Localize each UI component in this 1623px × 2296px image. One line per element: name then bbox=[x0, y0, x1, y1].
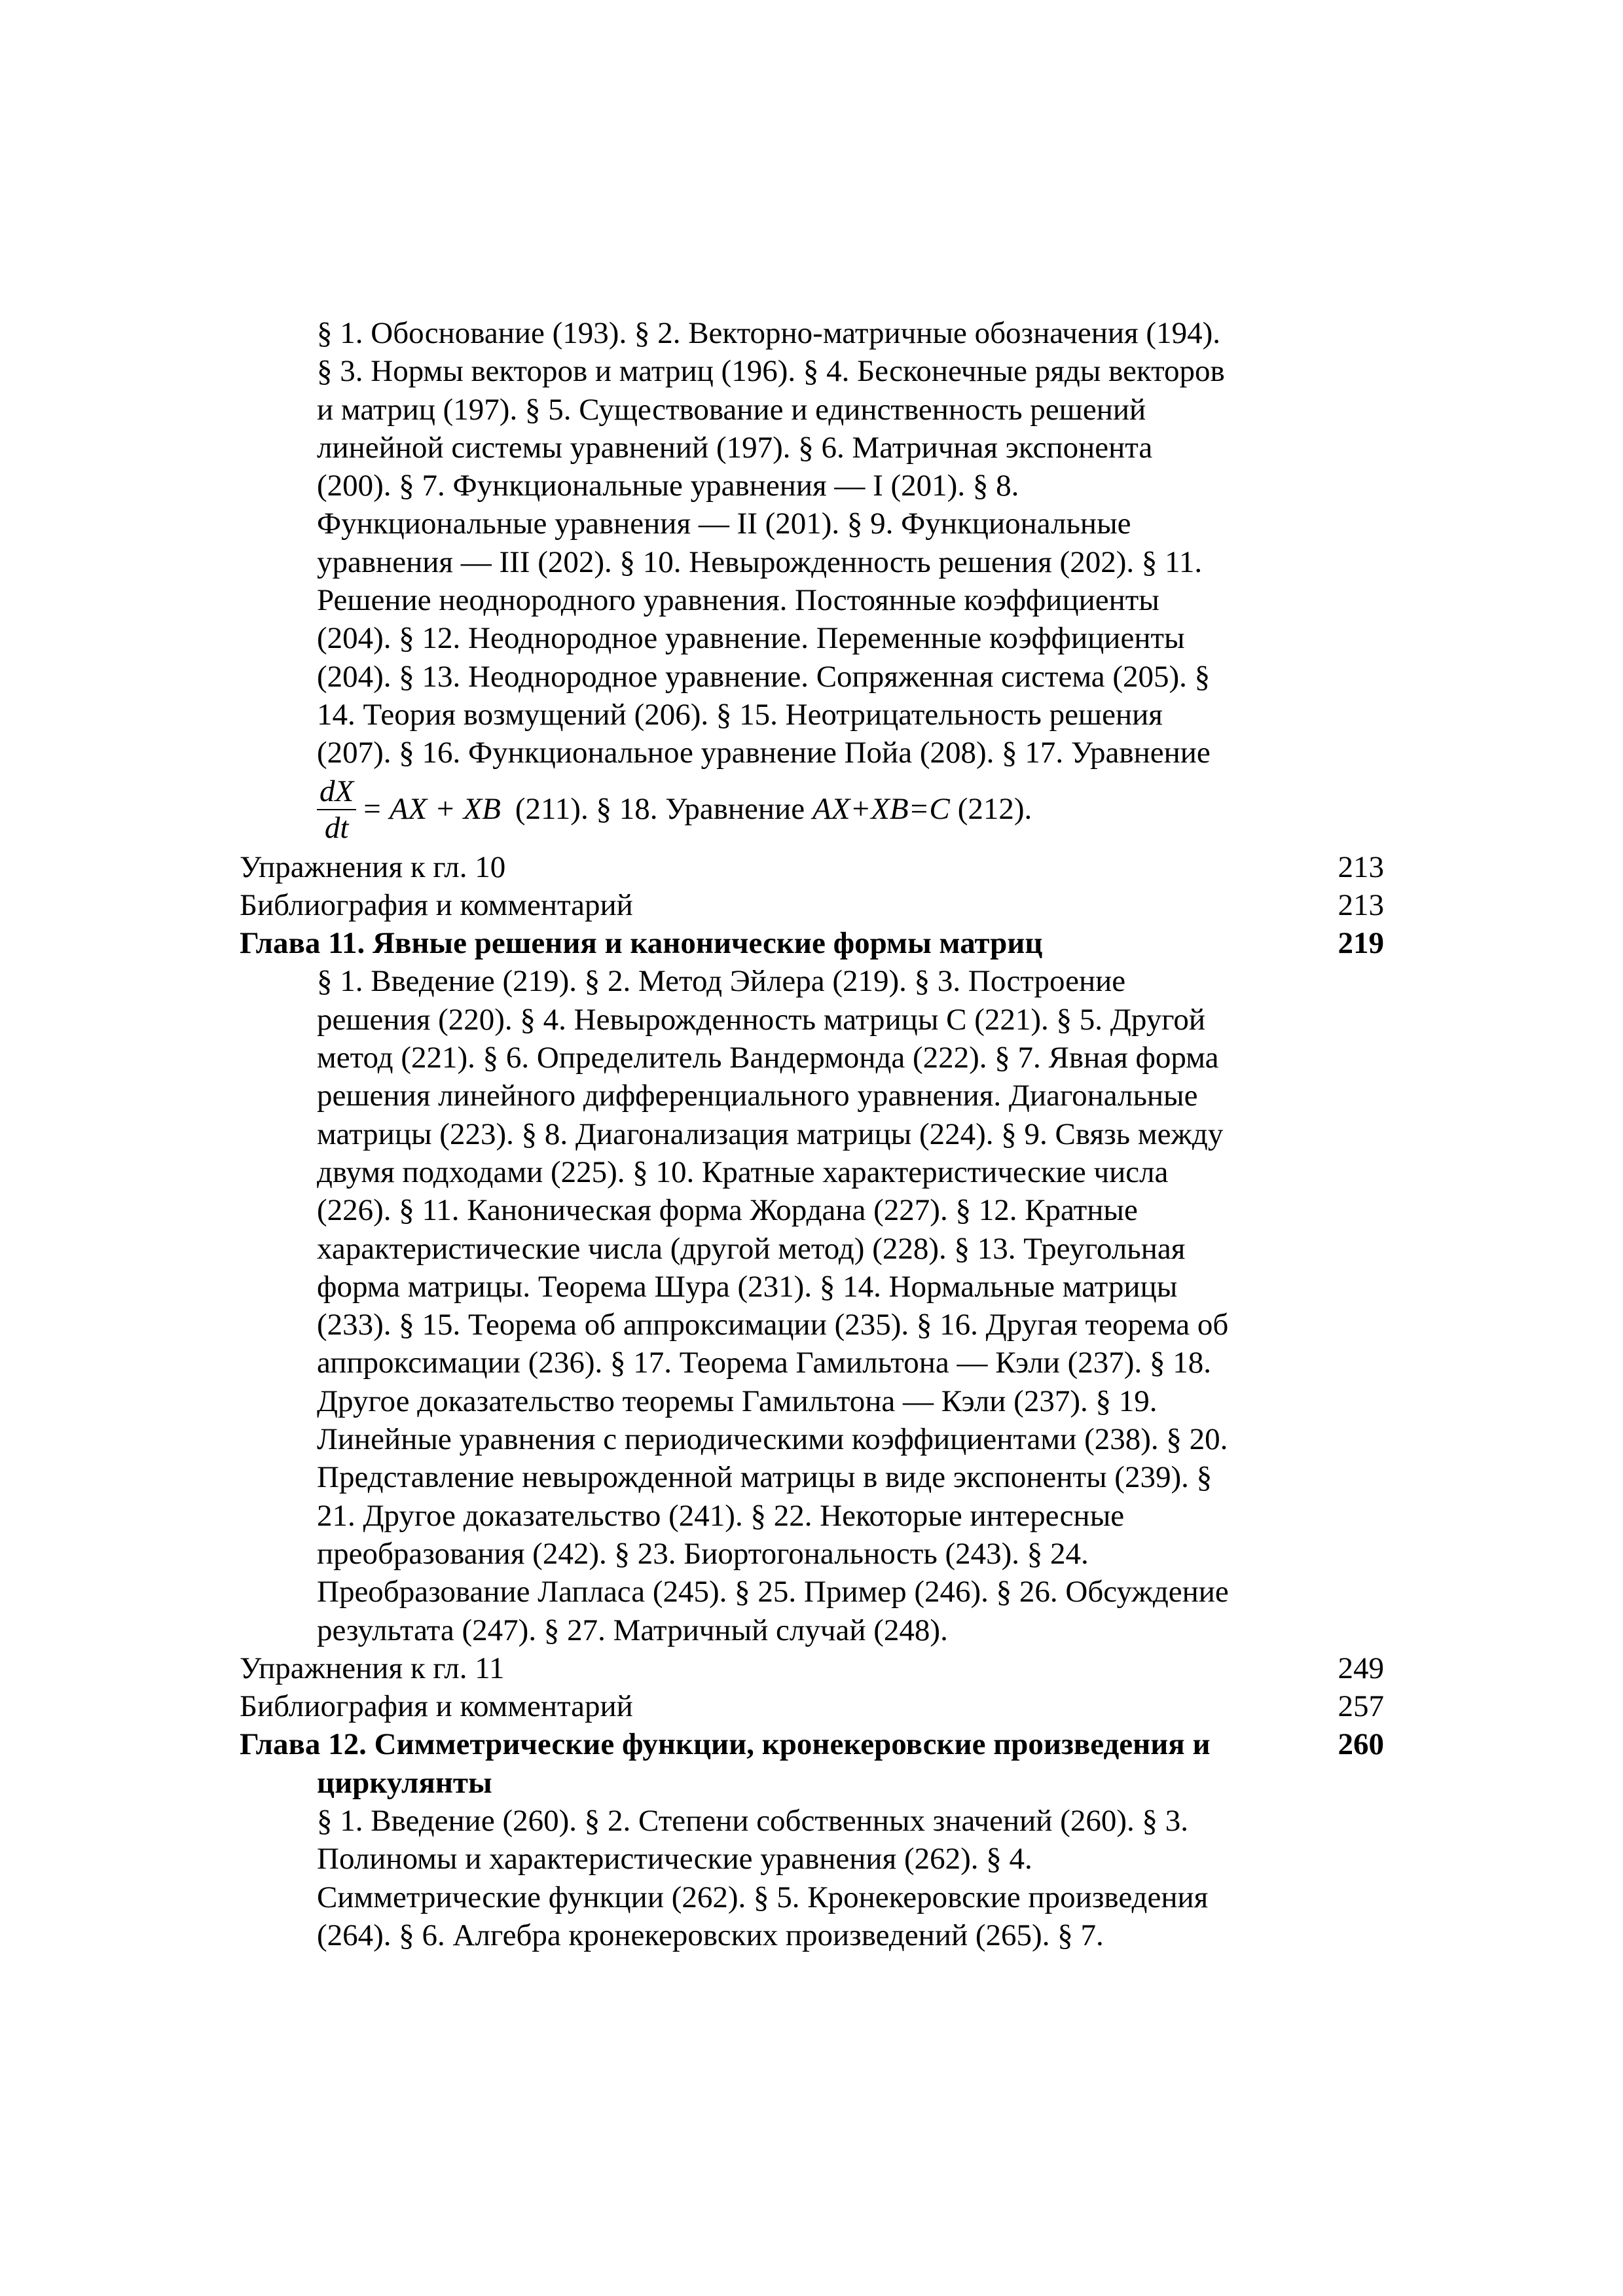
formula-page-ref: (212). bbox=[957, 792, 1032, 827]
text-line: 14. Теория возмущений (206). § 15. Неотрицательность решения bbox=[317, 697, 1163, 732]
text-line: Функциональные уравнения — II (201). § 9. Функциональные bbox=[317, 507, 1131, 541]
text-line: Другое доказательство теоремы Гамильтона — Кэли (237). § 19. bbox=[317, 1384, 1158, 1418]
chapter-12-sections bbox=[317, 1802, 1312, 1954]
text-line: и матриц (197). § 5. Существование и единственность решений bbox=[317, 392, 1146, 427]
toc-entry-label: Библиография и комментарий bbox=[240, 1689, 633, 1724]
formula-after-text: (211). § 18. Уравнение bbox=[515, 792, 805, 827]
chapter-title-line-2: циркулянты bbox=[317, 1765, 492, 1800]
text-line: Линейные уравнения с периодическими коэффициентами (238). § 20. bbox=[317, 1422, 1228, 1457]
chapter-11-heading[interactable] bbox=[240, 924, 1384, 962]
toc-entry-page: 257 bbox=[1338, 1689, 1384, 1724]
toc-entry-label: Библиография и комментарий bbox=[240, 888, 633, 922]
text-line: (226). § 11. Каноническая форма Жордана (227). § 12. Кратные bbox=[317, 1193, 1138, 1228]
chapter-page: 260 bbox=[1338, 1727, 1384, 1762]
formula-equation-italic: AX+XB=C bbox=[812, 792, 950, 827]
text-line: уравнения — III (202). § 10. Невырожденность решения (202). § 11. bbox=[317, 545, 1203, 579]
formula-line bbox=[317, 771, 1384, 848]
toc-entry-label: Упражнения к гл. 10 bbox=[240, 850, 506, 884]
toc-entry-page: 213 bbox=[1338, 888, 1384, 922]
toc-entry[interactable] bbox=[240, 848, 1384, 886]
text-line: § 1. Введение (260). § 2. Степени собственных значений (260). § 3. bbox=[317, 1803, 1188, 1838]
text-line: форма матрицы. Теорема Шура (231). § 14. Нормальные матрицы bbox=[317, 1269, 1178, 1304]
text-line: линейной системы уравнений (197). § 6. Матричная экспонента bbox=[317, 430, 1153, 465]
text-line: (233). § 15. Теорема об аппроксимации (235). § 16. Другая теорема об bbox=[317, 1308, 1229, 1342]
text-line: решения (220). § 4. Невырожденность матрицы С (221). § 5. Другой bbox=[317, 1002, 1206, 1037]
text-line: результата (247). § 27. Матричный случай (248). bbox=[317, 1613, 948, 1647]
text-line: аппроксимации (236). § 17. Теорема Гамильтона — Кэли (237). § 18. bbox=[317, 1346, 1211, 1380]
text-line: Симметрические функции (262). § 5. Кронекеровские произведения bbox=[317, 1880, 1209, 1914]
text-line: Преобразование Лапласа (245). § 25. Пример (246). § 26. Обсуждение bbox=[317, 1575, 1229, 1609]
derivative-fraction bbox=[317, 774, 356, 846]
text-line: двумя подходами (225). § 10. Кратные характеристические числа bbox=[317, 1155, 1169, 1189]
toc-entry[interactable] bbox=[240, 886, 1384, 924]
table-of-contents bbox=[240, 314, 1384, 1954]
chapter-title bbox=[240, 1725, 1332, 1802]
text-line: характеристические числа (другой метод) (228). § 13. Треугольная bbox=[317, 1231, 1186, 1266]
text-line: § 3. Нормы векторов и матриц (196). § 4. Бесконечные ряды векторов bbox=[317, 354, 1225, 389]
text-line: (204). § 12. Неоднородное уравнение. Переменные коэффициенты bbox=[317, 621, 1185, 656]
text-line: (207). § 16. Функциональное уравнение Пойа (208). § 17. Уравнение bbox=[317, 736, 1211, 770]
text-line: решения линейного дифференциального уравнения. Диагональные bbox=[317, 1079, 1198, 1113]
chapter-11-sections bbox=[317, 962, 1312, 1649]
toc-entry[interactable] bbox=[240, 1649, 1384, 1687]
text-line: § 1. Введение (219). § 2. Метод Эйлера (219). § 3. Построение bbox=[317, 964, 1126, 999]
text-line: преобразования (242). § 23. Биортогональность (243). § 24. bbox=[317, 1536, 1089, 1571]
chapter-page: 219 bbox=[1338, 926, 1384, 961]
toc-entry-label: Упражнения к гл. 11 bbox=[240, 1651, 505, 1685]
toc-entry-page: 249 bbox=[1338, 1651, 1384, 1685]
text-line: Решение неоднородного уравнения. Постоянные коэффициенты bbox=[317, 583, 1159, 618]
text-line: (204). § 13. Неоднородное уравнение. Сопряженная система (205). § bbox=[317, 659, 1211, 694]
toc-entry-page: 213 bbox=[1338, 850, 1384, 884]
text-line: Полиномы и характеристические уравнения (262). § 4. bbox=[317, 1842, 1032, 1876]
text-line: 21. Другое доказательство (241). § 22. Некоторые интересные bbox=[317, 1498, 1125, 1533]
text-line: Представление невырожденной матрицы в виде экспоненты (239). § bbox=[317, 1460, 1213, 1495]
formula-rhs: = AX + XB bbox=[361, 792, 501, 827]
fraction-numerator: dX bbox=[317, 774, 356, 810]
text-line: метод (221). § 6. Определитель Вандермонда (222). § 7. Явная форма bbox=[317, 1041, 1219, 1075]
chapter-title-line-1: Глава 12. Симметрические функции, кронекеровские произведения и bbox=[240, 1727, 1211, 1762]
text-line: (264). § 6. Алгебра кронекеровских произведений (265). § 7. bbox=[317, 1918, 1104, 1952]
toc-entry[interactable] bbox=[240, 1687, 1384, 1725]
fraction-denominator: dt bbox=[324, 810, 349, 845]
text-line: матрицы (223). § 8. Диагонализация матрицы (224). § 9. Связь между bbox=[317, 1117, 1224, 1151]
chapter-10-sections bbox=[317, 314, 1312, 772]
chapter-12-heading[interactable] bbox=[240, 1725, 1384, 1802]
text-line: (200). § 7. Функциональные уравнения — I (201). § 8. bbox=[317, 469, 1019, 503]
text-line: § 1. Обоснование (193). § 2. Векторно-матричные обозначения (194). bbox=[317, 316, 1220, 350]
chapter-title: Глава 11. Явные решения и канонические формы матриц bbox=[240, 926, 1043, 961]
